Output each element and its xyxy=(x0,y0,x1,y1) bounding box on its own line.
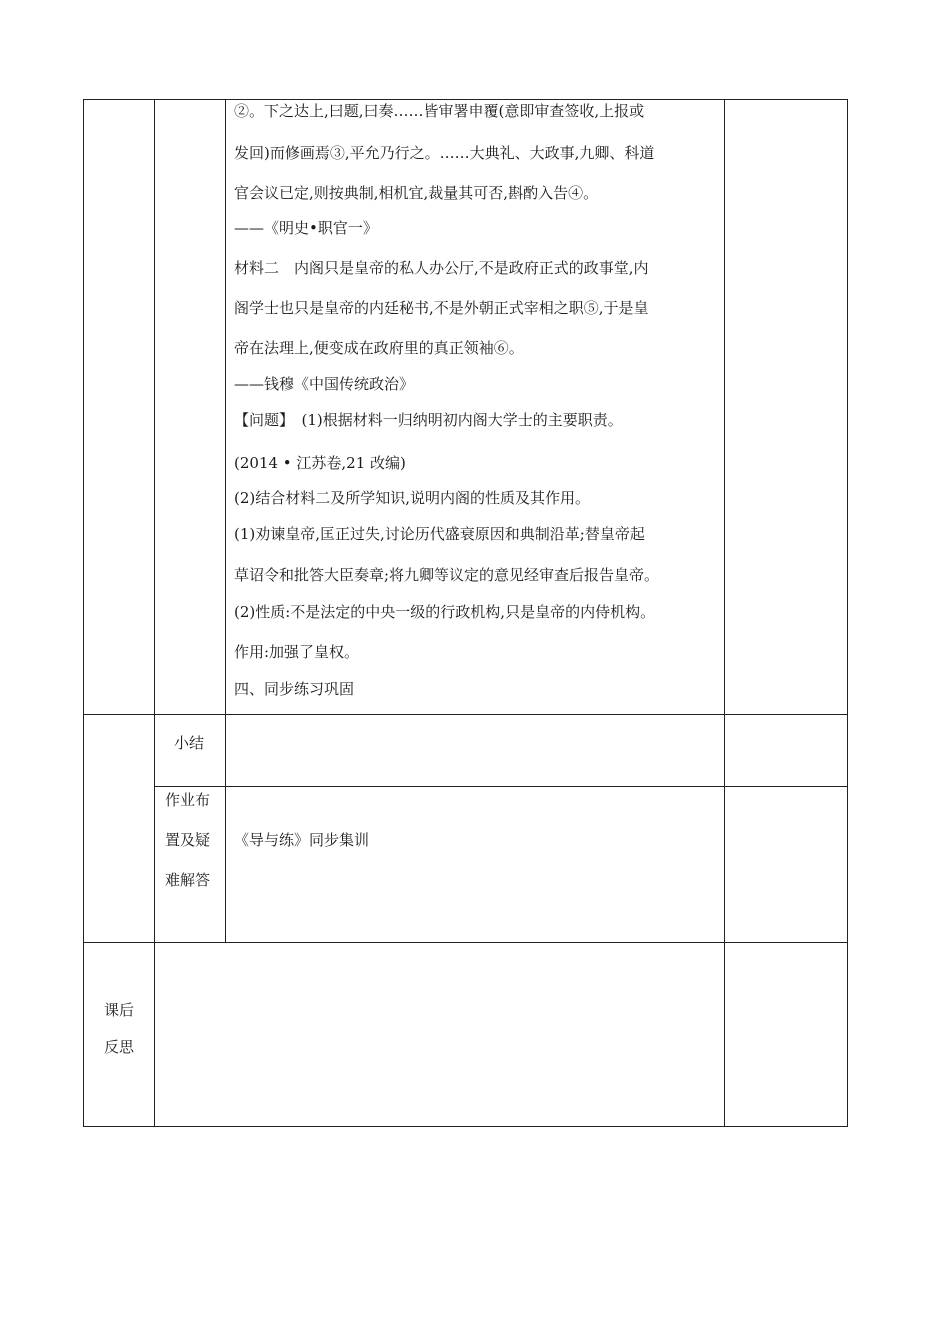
answer-line: (2)性质:不是法定的中央一级的行政机构,只是皇帝的内侍机构。 xyxy=(234,603,656,621)
summary-label: 小结 xyxy=(174,734,205,752)
material-source: ——《明史•职官一》 xyxy=(234,219,378,237)
question-line: 【问题】 (1)根据材料一归纳明初内阁大学士的主要职责。 xyxy=(234,411,623,429)
material-line: ②。下之达上,曰题,曰奏……皆审署申覆(意即审查签收,上报或 xyxy=(234,102,645,120)
question-source: (2014 • 江苏卷,21 改编) xyxy=(234,454,406,472)
table-row-divider xyxy=(154,786,848,787)
material-source: ——钱穆《中国传统政治》 xyxy=(234,375,415,393)
homework-content: 《导与练》同步集训 xyxy=(234,831,370,849)
table-border-top xyxy=(83,99,848,100)
homework-label: 置及疑 xyxy=(165,831,211,849)
homework-label: 难解答 xyxy=(165,871,211,889)
table-border-bottom xyxy=(83,1126,848,1127)
table-border-left xyxy=(83,99,84,1127)
table-col-divider xyxy=(225,99,226,943)
table-row-divider xyxy=(83,942,848,943)
question-line: (2)结合材料二及所学知识,说明内阁的性质及其作用。 xyxy=(234,489,591,507)
table-border-right xyxy=(847,99,848,1127)
material-line: 阁学士也只是皇帝的内廷秘书,不是外朝正式宰相之职⑤,于是皇 xyxy=(234,299,649,317)
answer-line: (1)劝谏皇帝,匡正过失,讨论历代盛衰原因和典制沿革;替皇帝起 xyxy=(234,525,645,543)
answer-line: 草诏令和批答大臣奏章;将九卿等议定的意见经审查后报告皇帝。 xyxy=(234,566,660,584)
reflection-label: 反思 xyxy=(104,1038,135,1056)
table-col-divider xyxy=(724,99,725,1127)
answer-line: 作用:加强了皇权。 xyxy=(234,643,360,661)
material-line: 官会议已定,则按典制,相机宜,裁量其可否,斟酌入告④。 xyxy=(234,184,599,202)
table-col-divider xyxy=(154,99,155,1127)
homework-label: 作业布 xyxy=(165,791,211,809)
table-row-divider xyxy=(83,714,848,715)
section-heading: 四、同步练习巩固 xyxy=(234,680,355,698)
material-line: 材料二 内阁只是皇帝的私人办公厅,不是政府正式的政事堂,内 xyxy=(234,259,649,277)
reflection-label: 课后 xyxy=(104,1001,135,1019)
material-line: 帝在法理上,便变成在政府里的真正领袖⑥。 xyxy=(234,339,524,357)
material-line: 发回)而修画焉③,平允乃行之。……大典礼、大政事,九卿、科道 xyxy=(234,144,655,162)
